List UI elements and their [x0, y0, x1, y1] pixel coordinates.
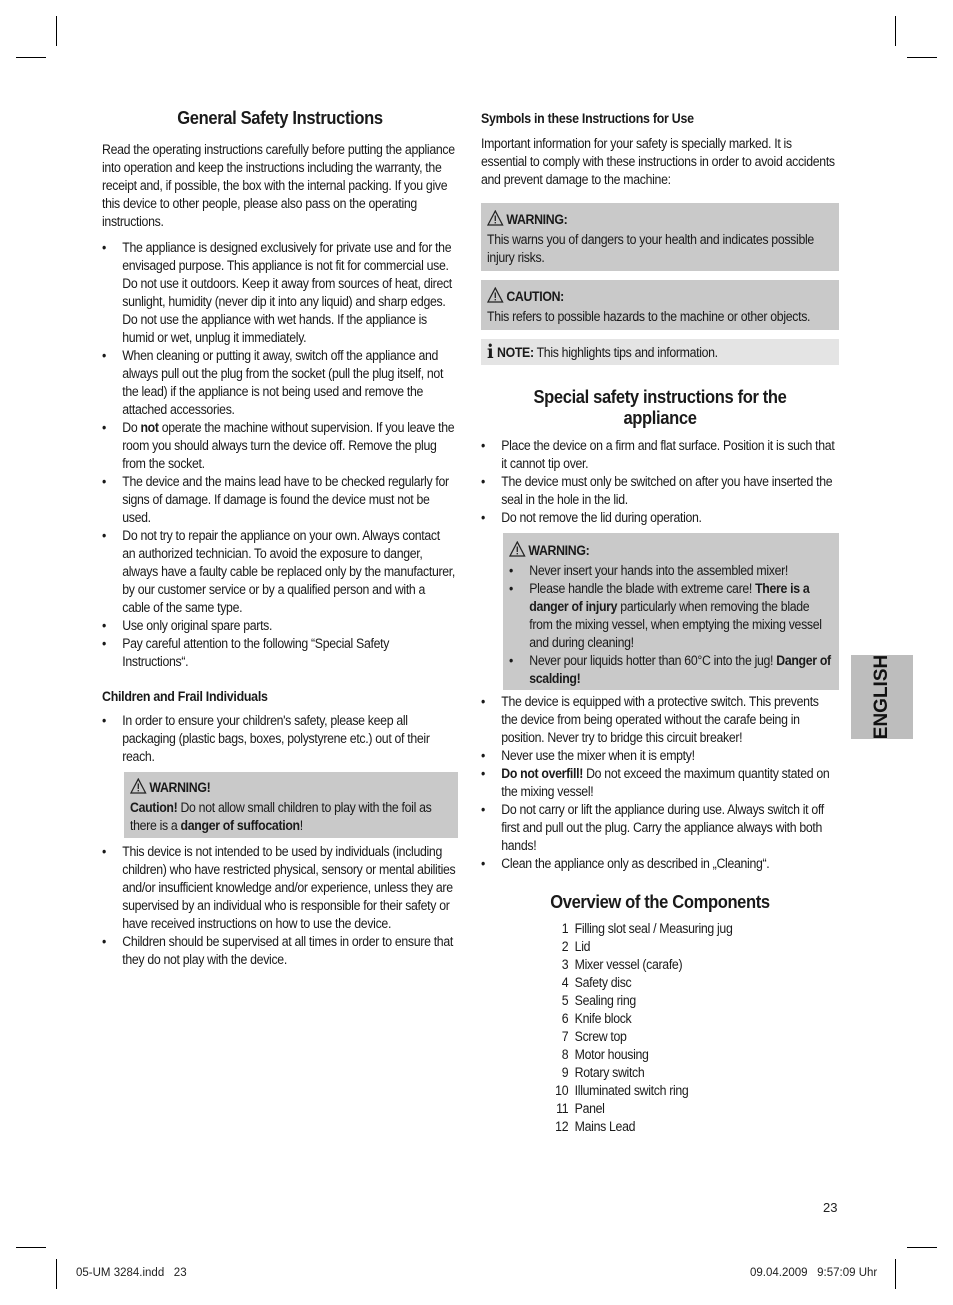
- list-item: • Pay careful attention to the following “Special Safety Instructions“.: [102, 636, 390, 669]
- caution-symbol-text: This refers to possible hazards to the machine or other objects.: [487, 309, 811, 324]
- appliance-warning-list: [509, 562, 831, 688]
- crop-mark: [907, 57, 937, 58]
- special-safety-list: [481, 437, 837, 527]
- warning-triangle-icon: [130, 778, 147, 799]
- warning-text: Caution! Do not allow small children to play with the foil as there is a danger of suffocation!: [130, 800, 432, 833]
- component-row: 5 Sealing ring: [561, 993, 636, 1008]
- list-item: • Please handle the blade with extreme care! There is a danger of injury particularly when removing the blade from the mixing vessel, when emptying the mixing vessel and during cleaning!: [509, 581, 822, 650]
- component-row: 11 Panel: [556, 1101, 605, 1116]
- appliance-list-2: [481, 693, 837, 873]
- list-item: • Do not overfill! Do not exceed the maximum quantity stated on the mixing vessel!: [481, 766, 830, 799]
- list-item: • Do not carry or lift the appliance during use. Always switch it off first and pull out the plug. Carry the appliance always with both hands!: [481, 802, 824, 853]
- warning-symbol-box: WARNING: This warns you of dangers to your health and indicates possible injury risks.: [481, 203, 839, 271]
- component-row: 4 Safety disc: [561, 975, 632, 990]
- list-item: • The device is equipped with a protective switch. This prevents the device from being operated without the carafe being in position. Never try to bridge this circuit breaker!: [481, 694, 819, 745]
- general-intro: Read the operating instructions carefully before putting the appliance into operation and keep the instructions including the warranty, the receipt and, if possible, the box with the internal packing. If you give this device to other people, please also pass on the operating instructions.: [102, 142, 455, 229]
- component-row: 9 Rotary switch: [561, 1065, 645, 1080]
- component-row: 2 Lid: [561, 939, 591, 954]
- children-heading: Children and Frail Individuals: [102, 689, 268, 704]
- component-row: 12 Mains Lead: [555, 1119, 636, 1134]
- note-symbol-box: i NOTE: This highlights tips and information.: [481, 339, 839, 365]
- crop-mark: [56, 1259, 57, 1289]
- overview-title: Overview of the Components: [550, 892, 770, 912]
- language-tab: [851, 655, 913, 739]
- page-number: 23: [823, 1200, 838, 1215]
- children-list-2: [102, 843, 456, 969]
- list-item: • Do not remove the lid during operation.: [481, 510, 702, 525]
- right-column: [481, 104, 839, 1136]
- component-row: 10 Illuminated switch ring: [555, 1083, 689, 1098]
- component-row: 3 Mixer vessel (carafe): [561, 957, 683, 972]
- list-item: • Never insert your hands into the assembled mixer!: [509, 563, 789, 578]
- list-item: • This device is not intended to be used by individuals (including children) who have restricted physical, sensory or mental abilities and/or insufficient knowledge and/or experience, unless they are supervised by an individual who is responsible for their safety or have received instructions on how to use the device.: [102, 844, 456, 931]
- list-item: • In order to ensure your children's safety, please keep all packaging (plastic bags, boxes, polystyrene etc.) out of their reach.: [102, 713, 430, 764]
- list-item: • The device must only be switched on after you have inserted the seal in the hole in the lid.: [481, 474, 833, 507]
- crop-mark: [16, 57, 46, 58]
- language-tab-label: ENGLISH: [871, 654, 892, 740]
- general-safety-list: [102, 239, 456, 671]
- special-safety-title: Special safety instructions for the appliance: [533, 387, 787, 428]
- warning-triangle-icon: [509, 541, 526, 562]
- crop-mark: [16, 1247, 46, 1248]
- list-item: • Clean the appliance only as described in „Cleaning“.: [481, 856, 770, 871]
- list-item: • Children should be supervised at all times in order to ensure that they do not play with the device.: [102, 934, 453, 967]
- list-item: • Place the device on a firm and flat surface. Position it is such that it cannot tip over.: [481, 438, 835, 471]
- component-row: 7 Screw top: [561, 1029, 627, 1044]
- list-item: • Do not try to repair the appliance on your own. Always contact an authorized technician. To avoid the exposure to danger, always have a faulty cable be replaced only by the manufacturer, by our customer service or by a qualified person and with a cable of the same type.: [102, 528, 456, 615]
- footer-filename: 05-UM 3284.indd 23: [76, 1267, 187, 1279]
- crop-mark: [895, 1259, 896, 1289]
- component-row: 6 Knife block: [561, 1011, 632, 1026]
- list-item: • Do not operate the machine without supervision. If you leave the room you should always turn the device off. Remove the plug from the socket.: [102, 420, 455, 471]
- children-list: [102, 712, 456, 766]
- symbols-intro: Important information for your safety is specially marked. It is essential to comply with these instructions in order to avoid accidents and prevent damage to the machine:: [481, 136, 835, 187]
- warning-triangle-icon: [487, 210, 504, 231]
- warning-title: WARNING!: [149, 780, 211, 795]
- list-item: • Never use the mixer when it is empty!: [481, 748, 695, 763]
- caution-triangle-icon: [487, 287, 504, 308]
- list-item: • Never pour liquids hotter than 60°C into the jug! Danger of scalding!: [509, 653, 831, 686]
- children-warning-box: [124, 772, 458, 838]
- components-list: [548, 920, 904, 1136]
- footer-timestamp: 09.04.2009 9:57:09 Uhr: [750, 1267, 878, 1279]
- list-item: • Use only original spare parts.: [102, 618, 273, 633]
- appliance-warning-box: WARNING: • Never insert your hands into the assembled mixer! • Please handle the blade with extreme care! There is a danger of injury particularly when removing the blade from the mixing vessel, when emptying the mixing vessel and during cleaning! • Never pour liquids hotter than 60°C into the jug! Danger of scalding!: [503, 533, 839, 690]
- info-icon: i: [487, 341, 494, 363]
- crop-mark: [907, 1247, 937, 1248]
- list-item: • When cleaning or putting it away, switch off the appliance and always pull out the plug from the socket (pull the plug itself, not the lead) if the appliance is not being used and remove the attached accessories.: [102, 348, 444, 417]
- component-row: 8 Motor housing: [561, 1047, 649, 1062]
- list-item: • The device and the mains lead have to be checked regularly for signs of damage. If damage is found the device must not be used.: [102, 474, 449, 525]
- crop-mark: [895, 16, 896, 46]
- component-row: 1 Filling slot seal / Measuring jug: [561, 921, 733, 936]
- warning-symbol-text: This warns you of dangers to your health and indicates possible injury risks.: [487, 232, 814, 265]
- caution-symbol-box: CAUTION: This refers to possible hazards to the machine or other objects.: [481, 280, 839, 330]
- list-item: • The appliance is designed exclusively for private use and for the envisaged purpose. This appliance is not fit for commercial use. Do not use it outdoors. Keep it away from sources of heat, direct sunlight, humidity (never dip it into any liquid) and sharp edges. Do not use the appliance with wet hands. If the appliance is humid or wet, unplug it immediately.: [102, 240, 452, 345]
- left-column: [102, 104, 458, 969]
- crop-mark: [56, 16, 57, 46]
- symbols-heading: Symbols in these Instructions for Use: [481, 111, 694, 126]
- general-safety-title: General Safety Instructions: [177, 108, 383, 128]
